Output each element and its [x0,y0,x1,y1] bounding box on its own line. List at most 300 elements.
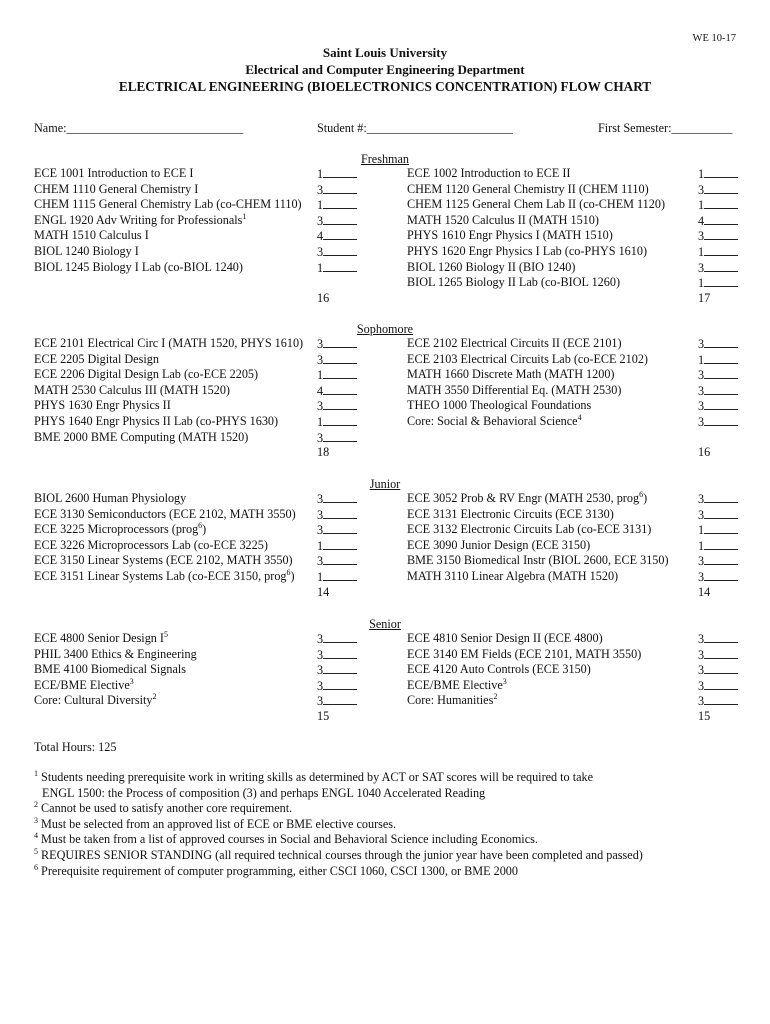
footnote-line [34,817,754,833]
credit-value: 3 [698,229,705,244]
course-name [34,367,258,383]
credit-hours [698,166,738,183]
document-code: WE 10-17 [692,33,736,44]
section-title-sophomore: Sophomore [356,322,414,336]
grade-blank[interactable] [704,538,738,550]
grade-blank[interactable] [704,244,738,256]
course-name [34,336,303,352]
credit-value: 3 [698,337,705,351]
credit-hours [698,182,738,199]
credit-hours [317,398,357,415]
course-text: PHYS 1620 Engr Physics I Lab (co-PHYS 1610) [407,244,648,258]
course-name [34,244,139,260]
credit-value: 3 [698,663,705,678]
grade-blank[interactable] [323,197,357,209]
credit-value: 3 [317,554,324,569]
credit-value: 3 [698,678,705,693]
section-title-senior: Senior [369,617,401,631]
course-name [34,228,149,244]
course-text: CHEM 1110 General Chemistry I [34,181,199,196]
student-info-fields [0,121,770,137]
credit-hours [698,553,738,570]
semester-total: 15 [698,709,711,723]
credit-value: 1 [317,538,324,553]
grade-blank[interactable] [704,414,738,426]
footnote-text: Must be taken from a list of approved courses in Social and Behavioral Science including Economics. [38,832,538,847]
course-name [407,553,669,569]
course-name [34,260,243,276]
grade-blank[interactable] [323,522,357,534]
grade-blank[interactable] [704,491,738,503]
course-name [407,569,618,585]
footnote-marker: 4 [577,413,582,422]
grade-blank[interactable] [704,522,738,534]
course-text: MATH 3550 Differential Eq. (MATH 2530) [407,382,622,397]
course-text: ECE 4800 Senior Design I [34,631,164,645]
course-text: ECE 2205 Digital Design [34,351,159,366]
credit-hours [317,367,357,384]
grade-blank[interactable] [323,538,357,550]
grade-blank[interactable] [704,367,738,379]
credit-hours [317,507,357,524]
course-text: Core: Humanities [407,693,494,708]
grade-blank[interactable] [323,383,357,395]
footnote-number: 4 [34,831,38,841]
credit-value: 3 [317,430,324,445]
credit-value: 3 [698,260,705,275]
credit-value: 3 [317,492,324,506]
course-name [407,336,622,352]
footnote-line [34,786,754,802]
credit-hours [698,213,738,230]
course-text-tail: ) [290,569,295,583]
credit-value: 3 [698,554,705,569]
grade-blank[interactable] [704,398,738,410]
credit-value: 4 [317,229,324,244]
footnote-text: Prerequisite requirement of computer programming, either CSCI 1060, CSCI 1300, or BME 2000 [38,863,518,878]
course-name [407,693,497,709]
student-number-field[interactable]: Student #:________________________ [317,121,514,135]
course-name [407,398,591,414]
credit-value: 1 [317,415,324,429]
credit-hours [698,507,738,524]
grade-blank[interactable] [323,260,357,272]
course-text: CHEM 1120 General Chemistry II (CHEM 1110) [407,181,649,196]
course-text: ECE 3150 Linear Systems (ECE 2102, MATH 3550) [34,553,293,568]
course-text: ECE/BME Elective [34,677,130,692]
course-text: PHYS 1610 Engr Physics I (MATH 1510) [407,228,613,243]
course-name [34,522,206,538]
course-text: PHYS 1640 Engr Physics II Lab (co-PHYS 1630) [34,414,279,428]
credit-hours [317,228,357,245]
credit-value: 3 [698,492,705,506]
credit-value: 3 [317,523,324,538]
section-title-freshman: Freshman [360,152,410,166]
course-text: BIOL 1245 Biology I Lab (co-BIOL 1240) [34,259,243,274]
course-text: ECE 4120 Auto Controls (ECE 3150) [407,662,591,677]
footnote-number: 3 [34,815,38,825]
credit-value: 3 [317,678,324,693]
credit-hours [317,647,357,664]
credit-value: 3 [698,694,705,709]
grade-blank[interactable] [704,553,738,565]
credit-value: 3 [317,213,324,228]
footnote-line [34,801,754,817]
course-name [34,662,186,678]
grade-blank[interactable] [704,213,738,225]
credit-hours [317,631,357,648]
department-name: Electrical and Computer Engineering Department [245,62,525,77]
footnote-number: 2 [34,800,38,810]
credit-value: 1 [698,245,705,259]
credit-hours [317,491,357,508]
credit-value: 3 [317,663,324,678]
grade-blank[interactable] [323,507,357,519]
course-name [34,182,198,198]
course-name [34,631,168,647]
footnote-marker: 2 [493,692,498,702]
credit-hours [317,244,357,261]
course-name [34,414,278,430]
course-text-tail: ) [643,491,648,505]
course-text: ECE 3132 Electronic Circuits Lab (co-ECE 3131) [407,522,652,537]
first-semester-field[interactable]: First Semester:__________ [598,121,733,135]
grade-blank[interactable] [704,647,738,659]
semester-total: 18 [317,445,330,460]
footnote-text: REQUIRES SENIOR STANDING (all required technical courses through the junior year have been completed and passed) [38,847,643,862]
credit-value: 4 [317,383,324,398]
course-name [407,538,590,554]
grade-blank[interactable] [323,662,357,674]
footnote-marker: 2 [152,692,157,702]
course-text: ECE 3151 Linear Systems Lab (co-ECE 3150, prog [34,569,287,583]
footnotes [34,770,754,879]
course-name [407,414,582,430]
footnote-marker: 6 [286,568,291,577]
credit-hours [698,383,738,400]
course-name [34,538,268,554]
footnote-marker: 3 [502,676,507,686]
course-name [407,352,648,368]
grade-blank[interactable] [323,430,357,442]
credit-hours [317,538,357,555]
credit-value: 1 [698,538,705,553]
credit-value: 3 [698,570,705,584]
course-text: ECE 3052 Prob & RV Engr (MATH 2530, prog [407,491,640,505]
grade-blank[interactable] [323,367,357,379]
course-text: Core: Cultural Diversity [34,693,153,708]
credit-hours [698,491,738,508]
course-text: MATH 1520 Calculus II (MATH 1510) [407,212,599,227]
footnote-line [34,770,754,786]
course-name [34,383,230,399]
credit-hours [317,693,357,710]
credit-value: 3 [698,507,705,522]
credit-hours [317,260,357,277]
course-text: ECE 4810 Senior Design II (ECE 4800) [407,631,603,645]
grade-blank[interactable] [704,631,738,643]
credit-value: 3 [317,632,324,646]
credit-value: 1 [317,368,324,383]
credit-hours [698,197,738,214]
credit-value: 3 [317,399,324,414]
course-name [407,244,647,260]
credit-value: 1 [698,523,705,538]
semester-total: 15 [317,709,330,723]
footnote-line [34,848,754,864]
credit-value: 3 [317,507,324,522]
course-name [407,275,620,291]
section-title-junior: Junior [369,477,401,491]
grade-blank[interactable] [704,569,738,581]
course-name [34,166,193,182]
semester-total: 14 [698,584,711,599]
credit-hours [317,182,357,199]
credit-hours [698,336,738,353]
course-text: Core: Social & Behavioral Science [407,414,578,428]
course-name [407,491,647,507]
footnote-text: ENGL 1500: the Process of composition (3) and perhaps ENGL 1040 Accelerated Reading [42,785,486,800]
grade-blank[interactable] [323,414,357,426]
document-title: ELECTRICAL ENGINEERING (BIOELECTRONICS CONCENTRATION) FLOW CHART [118,79,652,94]
course-text: BIOL 1265 Biology II Lab (co-BIOL 1260) [407,275,621,290]
grade-blank[interactable] [704,507,738,519]
credit-value: 3 [698,632,705,646]
credit-hours [698,352,738,369]
course-text: CHEM 1125 General Chem Lab II (co-CHEM 1120) [407,197,666,212]
grade-blank[interactable] [323,693,357,705]
credit-value: 3 [317,182,324,197]
grade-blank[interactable] [323,398,357,410]
semester-total: 14 [317,584,330,599]
course-text: BIOL 1260 Biology II (BIO 1240) [407,259,576,274]
credit-value: 1 [698,276,705,291]
footnote-marker: 5 [164,630,168,639]
course-name [34,197,302,213]
course-name [34,553,293,569]
course-name [34,430,248,446]
credit-value: 1 [317,570,324,584]
course-name [34,647,197,663]
credit-hours [698,244,738,261]
credit-hours [317,522,357,539]
credit-hours [698,228,738,245]
grade-blank[interactable] [323,166,357,178]
course-name [407,166,571,182]
grade-blank[interactable] [704,275,738,287]
course-name [407,647,641,663]
grade-blank[interactable] [323,182,357,194]
course-text: PHIL 3400 Ethics & Engineering [34,646,197,661]
footnote-text: Must be selected from an approved list of ECE or BME elective courses. [38,816,397,831]
footnote-marker: 3 [129,676,134,686]
course-text: ECE 3140 EM Fields (ECE 2101, MATH 3550) [407,646,642,661]
credit-hours [698,538,738,555]
grade-blank[interactable] [704,260,738,272]
course-text: BIOL 1240 Biology I [34,244,139,258]
course-text: ECE 2103 Electrical Circuits Lab (co-ECE 2102) [407,351,648,366]
grade-blank[interactable] [704,228,738,240]
credit-hours [698,398,738,415]
course-text: MATH 1510 Calculus I [34,228,149,243]
course-name [407,631,603,647]
course-text: CHEM 1115 General Chemistry Lab (co-CHEM 1110) [34,197,302,212]
grade-blank[interactable] [323,336,357,348]
course-text: BME 2000 BME Computing (MATH 1520) [34,429,249,444]
course-text: ECE 3225 Microprocessors (prog [34,522,199,537]
course-name [34,352,159,368]
credit-hours [317,678,357,695]
total-hours: Total Hours: 125 [34,740,117,754]
name-field[interactable]: Name:_____________________________ [34,121,244,135]
credit-value: 3 [317,647,324,662]
footnote-marker: 1 [242,211,247,221]
credit-value: 3 [698,399,705,414]
credit-value: 3 [317,245,324,259]
grade-blank[interactable] [323,569,357,581]
course-name [34,213,246,229]
credit-value: 3 [698,383,705,398]
course-name [34,678,134,694]
footnote-number: 1 [34,769,38,778]
credit-hours [317,336,357,353]
course-name [407,662,591,678]
credit-value: 1 [317,167,324,181]
credit-value: 3 [698,368,705,383]
course-name [34,398,171,414]
credit-hours [698,367,738,384]
credit-hours [317,553,357,570]
footnote-marker: 6 [639,490,644,499]
course-text-tail: ) [202,522,207,537]
course-text: ECE 2102 Electrical Circuits II (ECE 2101) [407,336,622,350]
course-name [407,228,613,244]
grade-blank[interactable] [704,166,738,178]
grade-blank[interactable] [704,662,738,674]
grade-blank[interactable] [323,352,357,364]
course-name [407,213,599,229]
credit-hours [317,414,357,431]
credit-hours [317,383,357,400]
credit-value: 1 [317,260,324,275]
credit-hours [698,569,738,586]
footnote-marker: 6 [198,521,203,531]
credit-hours [698,522,738,539]
credit-hours [698,275,738,292]
credit-hours [317,166,357,183]
course-text: PHYS 1630 Engr Physics II [34,398,171,413]
footnote-line [34,864,754,880]
credit-value: 3 [698,182,705,197]
course-text: ECE 3130 Semiconductors (ECE 2102, MATH 3550) [34,506,296,521]
footnote-text: Students needing prerequisite work in writing skills as determined by ACT or SAT scores will be required to take [38,770,593,784]
grade-blank[interactable] [323,491,357,503]
course-name [407,367,615,383]
footnote-text: Cannot be used to satisfy another core requirement. [38,801,293,816]
credit-hours [698,647,738,664]
course-text: BME 3150 Biomedical Instr (BIOL 2600, ECE 3150) [407,553,669,568]
credit-hours [317,213,357,230]
course-name [407,522,651,538]
grade-blank[interactable] [323,213,357,225]
course-name [407,197,665,213]
credit-value: 3 [698,415,705,429]
course-name [407,507,614,523]
course-text: BME 4100 Biomedical Signals [34,662,186,677]
course-text: ECE 3131 Electronic Circuits (ECE 3130) [407,506,614,521]
course-text: MATH 2530 Calculus III (MATH 1520) [34,382,230,397]
course-text: ECE 1001 Introduction to ECE I [34,166,194,180]
credit-hours [317,662,357,679]
credit-value: 4 [698,213,705,228]
credit-hours [317,197,357,214]
grade-blank[interactable] [323,244,357,256]
credit-hours [698,631,738,648]
course-text: THEO 1000 Theological Foundations [407,398,592,413]
credit-value: 3 [317,337,324,351]
credit-hours [698,693,738,710]
university-name: Saint Louis University [322,45,448,60]
credit-hours [698,678,738,695]
course-text: ECE 3226 Microprocessors Lab (co-ECE 3225) [34,537,268,552]
grade-blank[interactable] [704,352,738,364]
credit-hours [317,569,357,586]
course-name [407,260,575,276]
credit-value: 1 [698,167,705,181]
course-text: ENGL 1920 Adv Writing for Professionals [34,212,243,227]
credit-hours [317,430,357,447]
credit-value: 1 [698,198,705,213]
course-name [407,678,507,694]
course-name [34,491,186,507]
grade-blank[interactable] [704,383,738,395]
course-text: ECE 1002 Introduction to ECE II [407,166,571,180]
credit-value: 3 [317,352,324,367]
credit-hours [317,352,357,369]
credit-hours [698,662,738,679]
course-name [34,693,156,709]
course-text: MATH 1660 Discrete Math (MATH 1200) [407,367,615,382]
course-text: ECE/BME Elective [407,677,503,692]
credit-value: 3 [317,694,324,709]
grade-blank[interactable] [704,336,738,348]
grade-blank[interactable] [704,182,738,194]
grade-blank[interactable] [323,228,357,240]
footnote-number: 5 [34,846,38,856]
grade-blank[interactable] [704,693,738,705]
credit-value: 3 [698,647,705,662]
grade-blank[interactable] [704,678,738,690]
course-name [407,182,649,198]
credit-value: 1 [317,198,324,213]
semester-total: 16 [698,445,711,460]
course-text: ECE 3090 Junior Design (ECE 3150) [407,537,591,552]
grade-blank[interactable] [323,647,357,659]
course-name [34,569,295,585]
grade-blank[interactable] [323,553,357,565]
course-name [34,507,296,523]
grade-blank[interactable] [323,678,357,690]
credit-hours [698,260,738,277]
course-text: ECE 2101 Electrical Circ I (MATH 1520, PHYS 1610) [34,336,304,350]
credit-value: 1 [698,352,705,367]
grade-blank[interactable] [704,197,738,209]
grade-blank[interactable] [323,631,357,643]
course-name [407,383,621,399]
semester-total: 17 [698,290,711,305]
course-text: ECE 2206 Digital Design Lab (co-ECE 2205) [34,367,259,382]
footnote-line [34,832,754,848]
